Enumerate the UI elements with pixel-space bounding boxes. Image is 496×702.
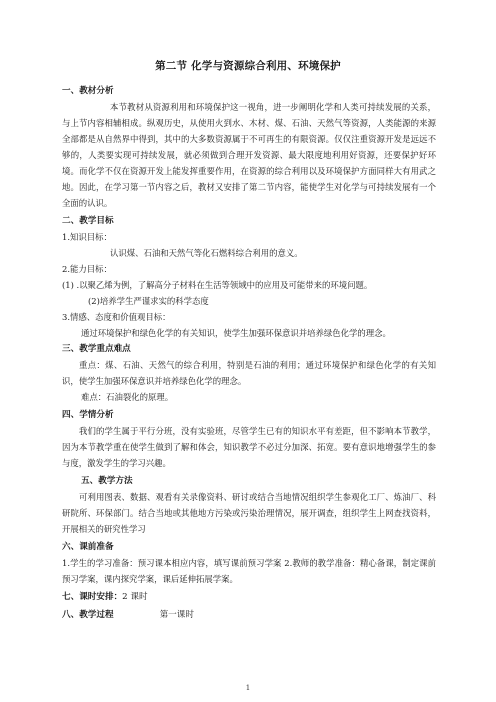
ability-goal-item-1: (1) .以聚乙烯为例，了解高分子材料在生活等领域中的应用及可能带来的环境问题。: [62, 280, 373, 290]
attitude-goal-label: 3.情感、态度和价值观目标：: [62, 312, 171, 322]
difficult-points-text: 难点：石油裂化的原理。: [81, 392, 174, 402]
section-heading-class-hours: [62, 589, 436, 605]
knowledge-goal-label: 1.知识目标：: [62, 232, 112, 242]
section-heading-teaching-process: [62, 607, 436, 623]
teaching-process-label: 八、教学过程: [62, 610, 114, 620]
knowledge-goal-text: 认识煤、石油和天然气等化石燃料综合利用的意义。: [110, 248, 303, 258]
ability-goal-label: 2.能力目标：: [62, 264, 112, 274]
section-heading-preparation: 六、课前准备: [62, 542, 114, 552]
section-heading-learner-analysis: 四、学情分析: [62, 410, 114, 420]
section-heading-key-points: 三、教学重点难点: [62, 344, 131, 354]
document-body: [62, 83, 436, 623]
teaching-methods-paragraph: 可利用图表、数据、观看有关录像资料、研讨或结合当地情况组织学生参观化工厂、炼油厂、科研院所、环保部门。结合当地或其他地方污染或污染治理情况，展开调查，组织学生上网查找资料，开展相关的研究性学习: [62, 492, 436, 534]
class-hours-label: 七、课时安排：: [62, 592, 123, 602]
class-hours-value: 2 课时: [122, 592, 148, 602]
textbook-analysis-paragraph: 本节教材从资源利用和环境保护这一视角，进一步阐明化学和人类可持续发展的关系，与上节内容相辅相成。纵观历史，从使用火到水、木材、煤、石油、天然气等资源，人类能源的来源全部都是从自然界中得到，其中的大多数资源属于不可再生的有限资源。仅仅注重资源开发是远远不够的，人类要实现可持续发展，就必须做到合理开发资源、最大限度地利用好资源，还要保护好环境。而化学不仅在资源开发上能发挥重要作用，在资源的综合利用以及环境保护方面同样大有用武之地。因此，在学习第一节内容之后，教材又安排了第二节内容，能使学生对化学与可持续发展有一个全面的认识。: [62, 102, 436, 208]
ability-goal-item-2: (2)培养学生严谨求实的科学态度: [88, 296, 209, 306]
section-heading-teaching-goals: 二、教学目标: [62, 216, 114, 226]
section-heading-teaching-methods: 五、教学方法: [81, 476, 133, 486]
page-title: 第二节 化学与资源综合利用、环境保护: [155, 60, 341, 72]
first-lesson-label: 第一课时: [159, 610, 194, 620]
attitude-goal-text: 通过环境保护和绿色化学的有关知识，使学生加强环保意识并培养绿色化学的理念。: [81, 328, 391, 338]
section-heading-textbook-analysis: 一、教材分析: [62, 86, 114, 96]
page-number: 1: [245, 684, 251, 692]
learner-analysis-paragraph: 我们的学生属于平行分班，没有实验班，尽管学生已有的知识水平有差距，但不影响本节教学，因为本节教学重在使学生做到了解和体会，知识教学不必过分加深、拓宽。要有意识地增强学生的参与度，激发学生的学习兴趣。: [62, 426, 436, 468]
key-points-text: 重点：煤、石油、天然气的综合利用，特别是石油的利用；通过环境保护和绿色化学的有关知识，使学生加强环保意识并培养绿色化学的理念。: [62, 360, 436, 386]
preparation-paragraph: 1.学生的学习准备：预习课本相应内容，填写课前预习学案 2.教师的教学准备：精心备课，制定课前预习学案，课内探究学案，课后延伸拓展学案。: [62, 558, 436, 584]
